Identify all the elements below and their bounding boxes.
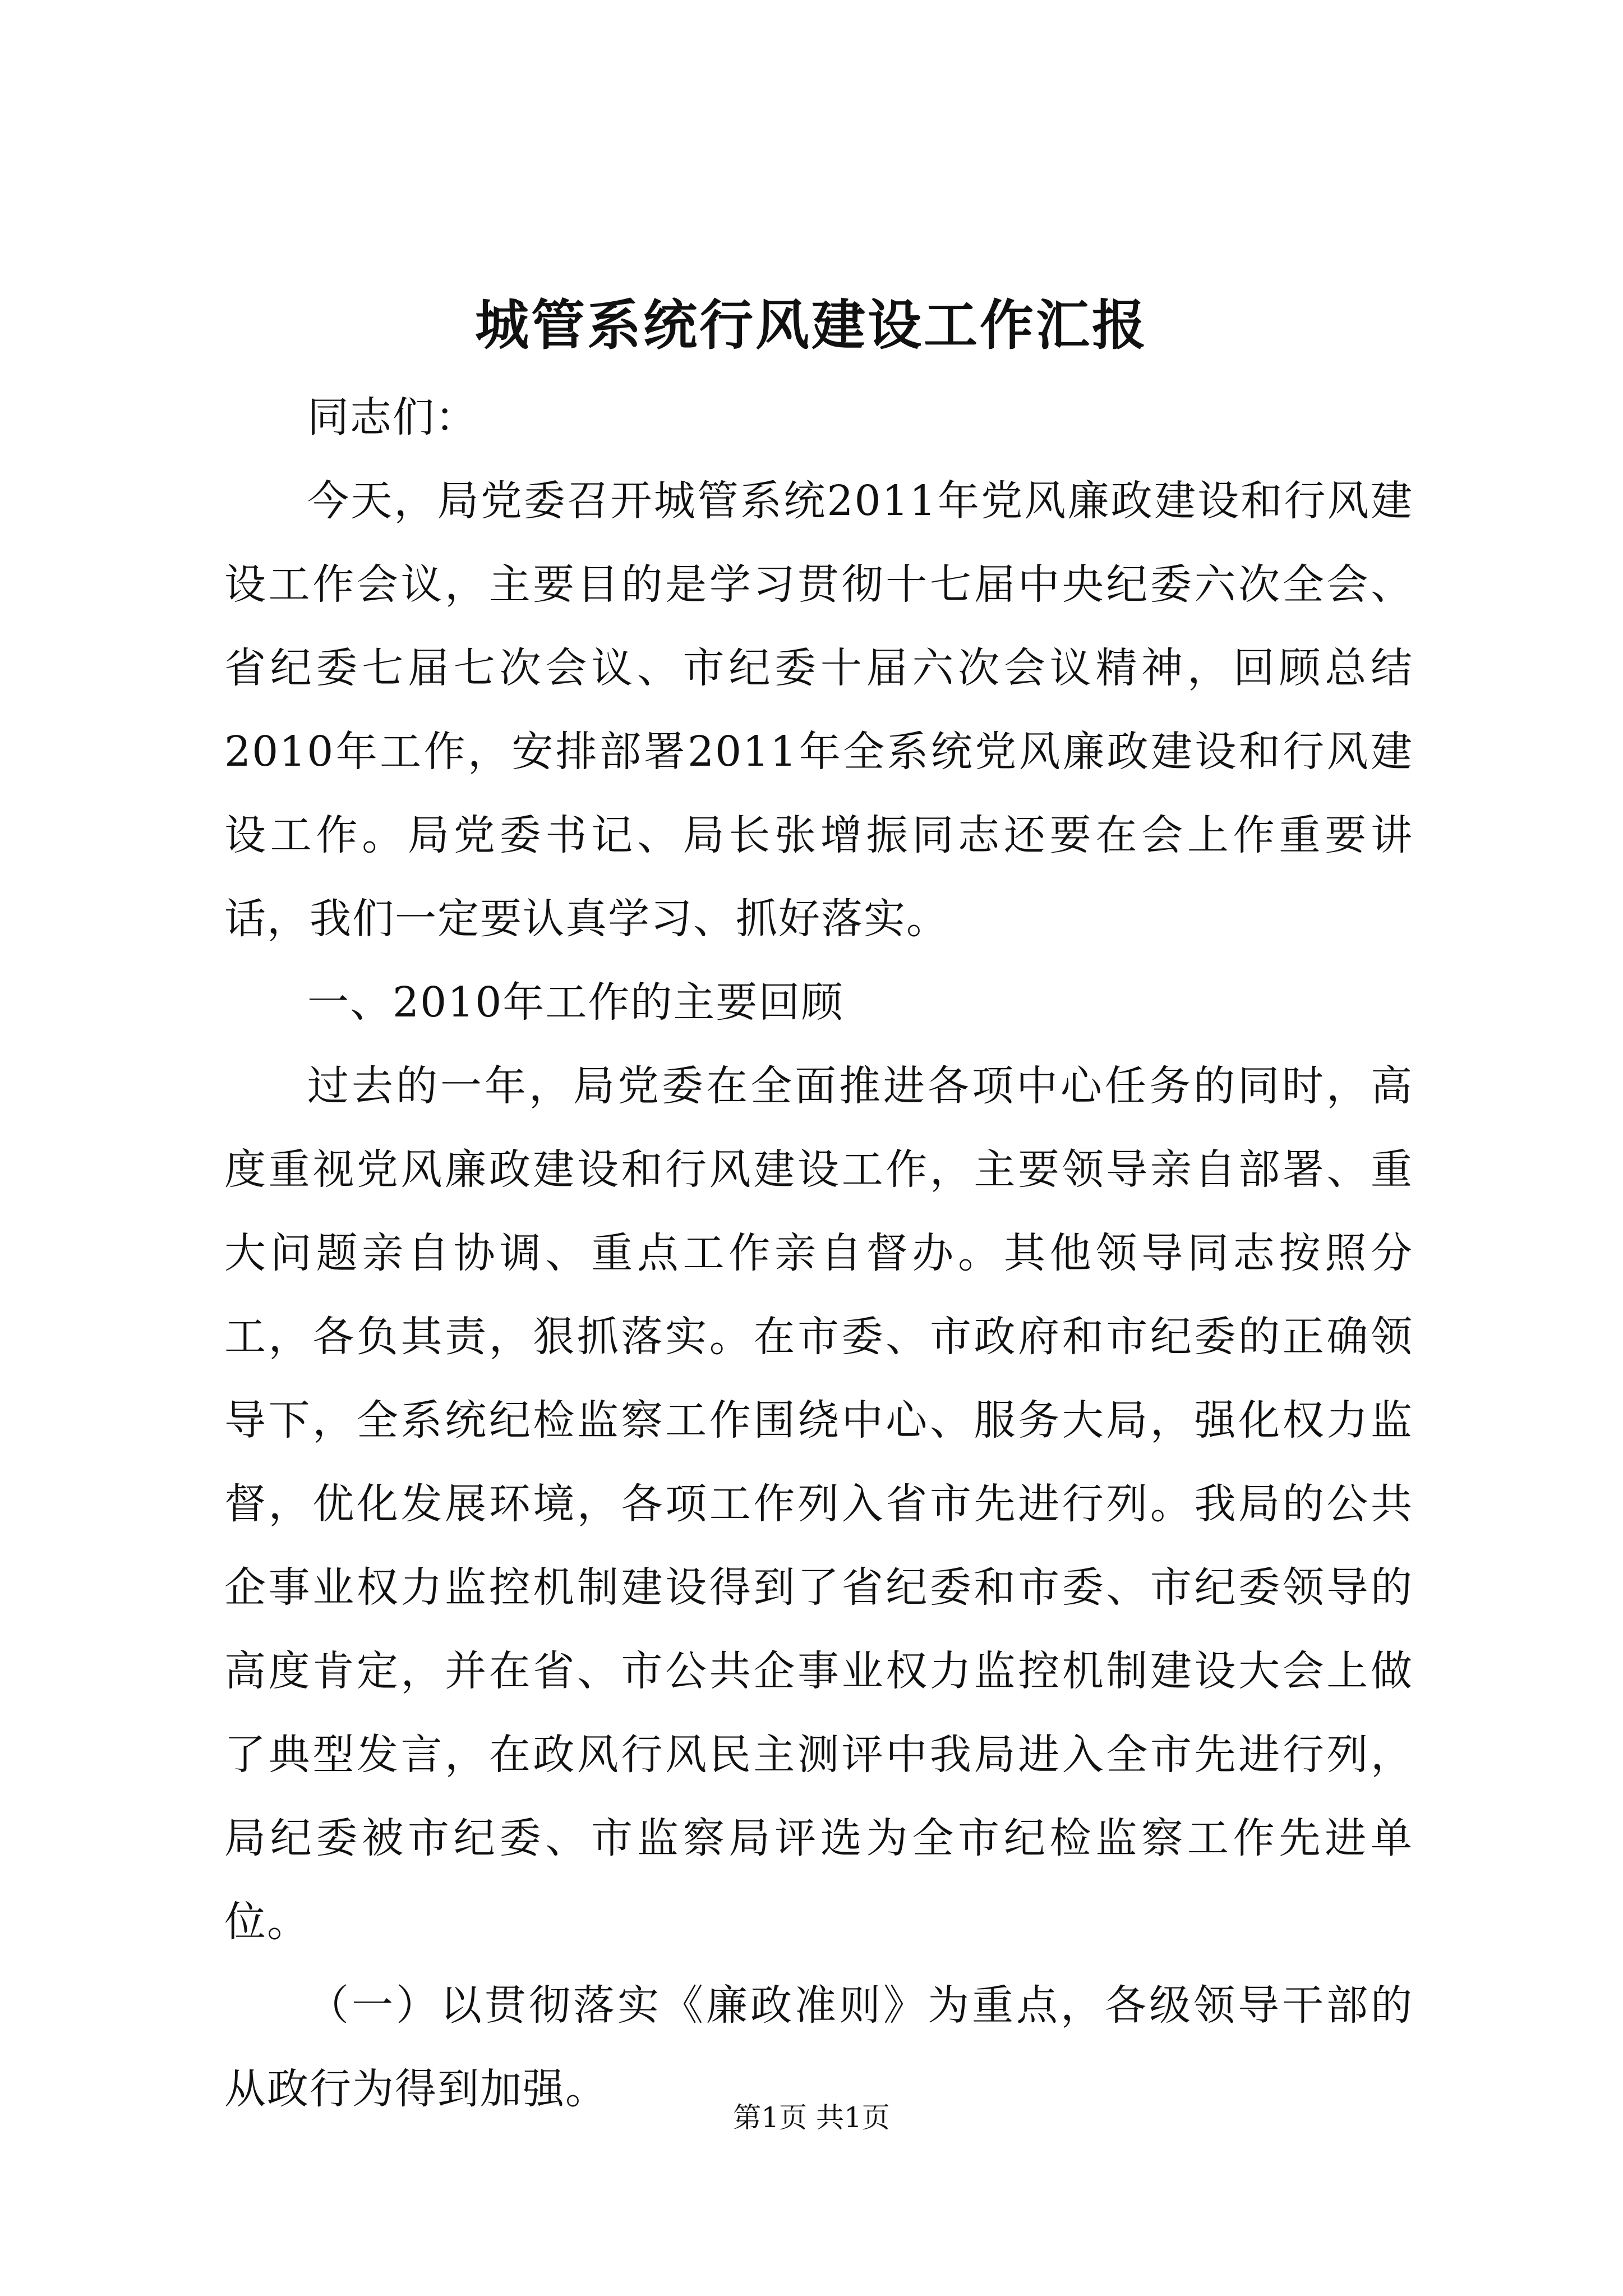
page-footer: 第1页 共1页	[733, 2101, 890, 2134]
document-body	[224, 376, 1413, 2131]
intro-paragraph: 今天，局党委召开城管系统2011年党风廉政建设和行风建设工作会议，主要目的是学习贯彻十七届中央纪委六次全会、省纪委七届七次会议、市纪委十届六次会议精神，回顾总结2010年工作，安排部署2011年全系统党风廉政建设和行风建设工作。局党委书记、局长张增振同志还要在会上作重要讲话，我们一定要认真学习、抓好落实。	[224, 477, 1413, 943]
review-paragraph: 过去的一年，局党委在全面推进各项中心任务的同时，高度重视党风廉政建设和行风建设工作，主要领导亲自部署、重大问题亲自协调、重点工作亲自督办。其他领导同志按照分工，各负其责，狠抓落实。在市委、市政府和市纪委的正确领导下，全系统纪检监察工作围绕中心、服务大局，强化权力监督，优化发展环境，各项工作列入省市先进行列。我局的公共企事业权力监控机制建设得到了省纪委和市委、市纪委领导的高度肯定，并在省、市公共企事业权力监控机制建设大会上做了典型发言，在政风行风民主测评中我局进入全市先进行列，局纪委被市纪委、市监察局评选为全市纪检监察工作先进单位。	[224, 1062, 1413, 1946]
document-title: 城管系统行风建设工作汇报	[475, 293, 1148, 357]
subsection-heading: （一）以贯彻落实《廉政准则》为重点，各级领导干部的从政行为得到加强。	[224, 1981, 1413, 2113]
section-heading: 一、2010年工作的主要回顾	[307, 978, 844, 1027]
salutation-paragraph: 同志们：	[307, 393, 478, 441]
